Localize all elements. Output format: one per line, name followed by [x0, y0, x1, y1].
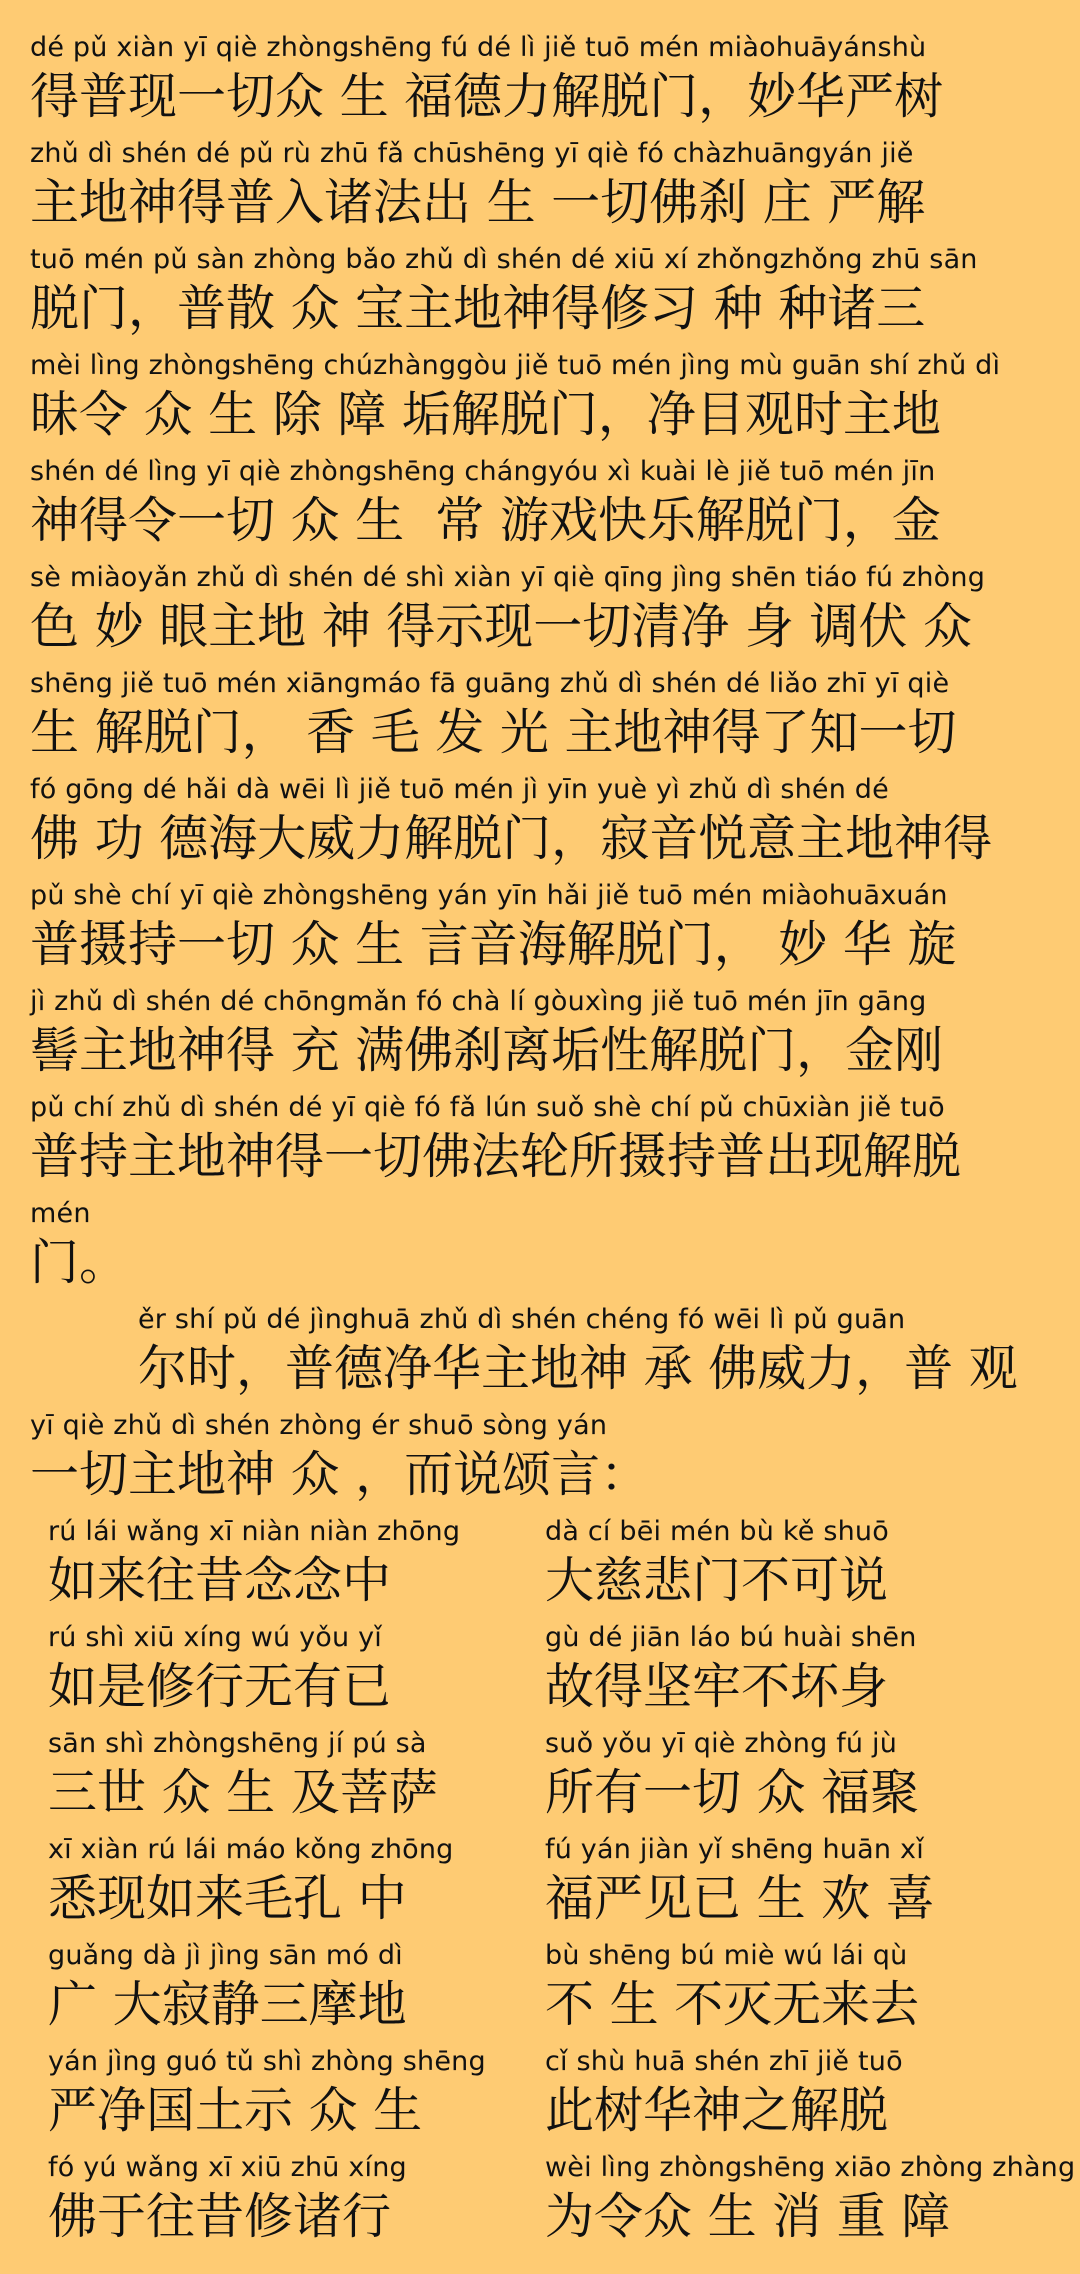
hanzi-text: 悉现如来毛孔 中	[48, 1870, 407, 1927]
pinyin-text: yī qiè zhǔ dì shén zhòng ér shuō sòng yán	[30, 1410, 608, 1441]
prose-line	[30, 452, 1060, 558]
hanzi-text: 主地神得普入诸法出 生 一切佛刹 庄 严解	[30, 174, 926, 231]
prose-line	[30, 664, 1060, 770]
pinyin-text: suǒ yǒu yī qiè zhòng fú jù	[545, 1728, 898, 1759]
prose-line	[30, 346, 1060, 452]
prose-line	[138, 1300, 1060, 1406]
pinyin-text: rú lái wǎng xī niàn niàn zhōng	[48, 1516, 461, 1547]
hanzi-text: 三世 众 生 及菩萨	[48, 1764, 438, 1821]
hanzi-text: 大慈悲门不可说	[545, 1552, 889, 1609]
hanzi-text: 所有一切 众 福聚	[545, 1764, 920, 1821]
hanzi-text: 为令众 生 消 重 障	[545, 2188, 951, 2245]
prose-line	[30, 240, 1060, 346]
verse-line-right	[545, 1936, 1060, 2042]
verse-line-right	[545, 2148, 1076, 2254]
verse-line-left	[48, 1936, 538, 2042]
hanzi-text: 一切主地神 众 ，而说颂言：	[30, 1446, 650, 1503]
pinyin-text: fú yán jiàn yǐ shēng huān xǐ	[545, 1834, 924, 1865]
hanzi-text: 如是修行无有已	[48, 1658, 392, 1715]
hanzi-text: 髻主地神得 充 满佛刹离垢性解脱门，金刚	[30, 1022, 944, 1079]
hanzi-text: 昧令 众 生 除 障 垢解脱门，净目观时主地	[30, 386, 941, 443]
hanzi-text: 佛于往昔修诸行	[48, 2188, 392, 2245]
verse-line-right	[545, 2042, 1060, 2148]
verse-line-left	[48, 2148, 538, 2254]
prose-line	[30, 770, 1060, 876]
pinyin-text: ěr shí pǔ dé jìnghuā zhǔ dì shén chéng fó wēi lì pǔ guān	[138, 1304, 906, 1335]
pinyin-text: guǎng dà jì jìng sān mó dì	[48, 1940, 403, 1971]
hanzi-text: 普摄持一切 众 生 言音海解脱门， 妙 华 旋	[30, 916, 957, 973]
pinyin-text: tuō mén pǔ sàn zhòng bǎo zhǔ dì shén dé xiū xí zhǒngzhǒng zhū sān	[30, 244, 978, 275]
verse-line-left	[48, 1724, 538, 1830]
pinyin-text: jì zhǔ dì shén dé chōngmǎn fó chà lí gòuxìng jiě tuō mén jīn gāng	[30, 986, 927, 1017]
prose-line	[30, 1406, 1060, 1512]
pinyin-text: xī xiàn rú lái máo kǒng zhōng	[48, 1834, 454, 1865]
pinyin-text: zhǔ dì shén dé pǔ rù zhū fǎ chūshēng yī qiè fó chàzhuāngyán jiě	[30, 138, 914, 169]
pinyin-text: gù dé jiān láo bú huài shēn	[545, 1622, 917, 1653]
verse-line-left	[48, 2042, 538, 2148]
pinyin-text: shēng jiě tuō mén xiāngmáo fā guāng zhǔ dì shén dé liǎo zhī yī qiè	[30, 668, 950, 699]
prose-line	[30, 1088, 1060, 1194]
verse-line-right	[545, 1512, 1060, 1618]
pinyin-text: yán jìng guó tǔ shì zhòng shēng	[48, 2046, 486, 2077]
pinyin-text: shén dé lìng yī qiè zhòngshēng chángyóu xì kuài lè jiě tuō mén jīn	[30, 456, 936, 487]
pinyin-text: pǔ shè chí yī qiè zhòngshēng yán yīn hǎi jiě tuō mén miàohuāxuán	[30, 880, 948, 911]
hanzi-text: 得普现一切众 生 福德力解脱门，妙华严树	[30, 68, 944, 125]
hanzi-text: 色 妙 眼主地 神 得示现一切清净 身 调伏 众	[30, 598, 973, 655]
prose-line	[30, 876, 1060, 982]
verse-line-left	[48, 1618, 538, 1724]
prose-line	[30, 1194, 1060, 1300]
pinyin-text: bù shēng bú miè wú lái qù	[545, 1940, 908, 1971]
hanzi-text: 普持主地神得一切佛法轮所摄持普出现解脱	[30, 1128, 962, 1185]
hanzi-text: 广 大寂静三摩地	[48, 1976, 407, 2033]
hanzi-text: 故得坚牢不坏身	[545, 1658, 889, 1715]
pinyin-text: fó gōng dé hǎi dà wēi lì jiě tuō mén jì yīn yuè yì zhǔ dì shén dé	[30, 774, 889, 805]
pinyin-text: fó yú wǎng xī xiū zhū xíng	[48, 2152, 407, 2183]
pinyin-text: mén	[30, 1198, 91, 1229]
prose-line	[30, 134, 1060, 240]
hanzi-text: 不 生 不灭无来去	[545, 1976, 920, 2033]
hanzi-text: 严净国土示 众 生	[48, 2082, 423, 2139]
hanzi-text: 脱门，普散 众 宝主地神得修习 种 种诸三	[30, 280, 926, 337]
verse-line-right	[545, 1724, 1060, 1830]
pinyin-text: wèi lìng zhòngshēng xiāo zhòng zhàng	[545, 2152, 1076, 2183]
verse-line-left	[48, 1830, 538, 1936]
prose-line	[30, 28, 1060, 134]
prose-line	[30, 558, 1060, 664]
hanzi-text: 福严见已 生 欢 喜	[545, 1870, 935, 1927]
hanzi-text: 神得令一切 众 生 常 游戏快乐解脱门，金	[30, 492, 941, 549]
hanzi-text: 此树华神之解脱	[545, 2082, 889, 2139]
pinyin-text: cǐ shù huā shén zhī jiě tuō	[545, 2046, 903, 2077]
hanzi-text: 尔时，普德净华主地神 承 佛威力，普 观	[138, 1340, 1018, 1397]
pinyin-text: sè miàoyǎn zhǔ dì shén dé shì xiàn yī qiè qīng jìng shēn tiáo fú zhòng	[30, 562, 986, 593]
pinyin-text: pǔ chí zhǔ dì shén dé yī qiè fó fǎ lún suǒ shè chí pǔ chūxiàn jiě tuō	[30, 1092, 945, 1123]
pinyin-text: dé pǔ xiàn yī qiè zhòngshēng fú dé lì jiě tuō mén miàohuāyánshù	[30, 32, 927, 63]
pinyin-text: rú shì xiū xíng wú yǒu yǐ	[48, 1622, 382, 1653]
hanzi-text: 生 解脱门， 香 毛 发 光 主地神得了知一切	[30, 704, 957, 761]
pinyin-text: mèi lìng zhòngshēng chúzhànggòu jiě tuō mén jìng mù guān shí zhǔ dì	[30, 350, 1001, 381]
prose-line	[30, 982, 1060, 1088]
pinyin-text: dà cí bēi mén bù kě shuō	[545, 1516, 889, 1547]
verse-line-right	[545, 1830, 1060, 1936]
hanzi-text: 门。	[30, 1234, 129, 1291]
verse-line-left	[48, 1512, 538, 1618]
pinyin-text: sān shì zhòngshēng jí pú sà	[48, 1728, 427, 1759]
hanzi-text: 佛 功 德海大威力解脱门，寂音悦意主地神得	[30, 810, 993, 867]
verse-line-right	[545, 1618, 1060, 1724]
hanzi-text: 如来往昔念念中	[48, 1552, 392, 1609]
